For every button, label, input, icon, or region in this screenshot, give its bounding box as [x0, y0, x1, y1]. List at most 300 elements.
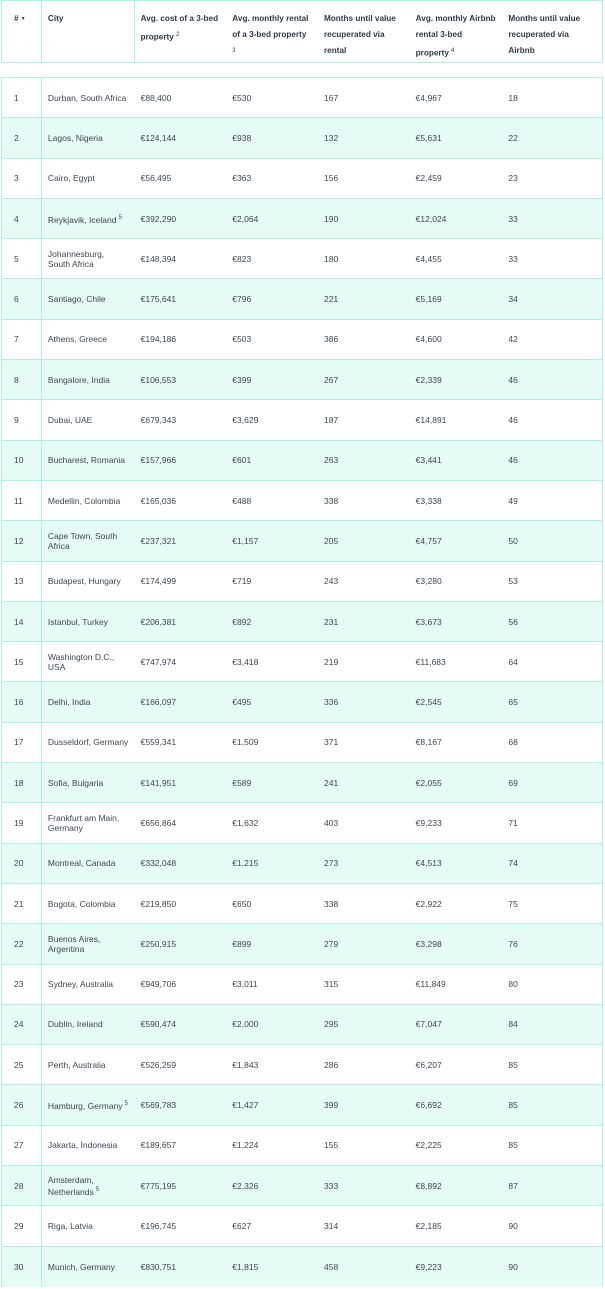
rental-cell-text — [232, 858, 258, 868]
city-cell-text — [48, 576, 121, 586]
months-rental-cell — [318, 965, 410, 1004]
city-cell-text — [48, 934, 129, 954]
months-airbnb-cell — [502, 803, 602, 842]
airbnb-cell-value: €4,600 — [415, 334, 442, 345]
sort-down-icon[interactable]: ▼ — [20, 16, 26, 22]
city-cell — [42, 562, 135, 601]
months-airbnb-cell — [502, 723, 602, 762]
city-cell-value: Munich, Germany — [47, 1261, 116, 1272]
cost-cell-value: €148,394 — [140, 253, 177, 264]
months-airbnb-cell-value: 85 — [508, 1100, 518, 1111]
airbnb-cell-value: €3,298 — [415, 938, 442, 949]
months-airbnb-cell-value: 74 — [508, 858, 518, 869]
months-rental-cell-text — [324, 697, 338, 707]
months-rental-cell — [318, 360, 410, 399]
months-rental-cell-text — [324, 617, 338, 627]
table-row — [2, 159, 602, 199]
months-rental-cell — [318, 118, 410, 157]
rental-cell-text — [232, 737, 258, 747]
airbnb-cell-text — [416, 858, 442, 868]
column-header-rank[interactable] — [2, 1, 42, 62]
cost-cell-text — [141, 1262, 176, 1272]
cost-cell-text — [141, 1221, 176, 1231]
rank-cell — [2, 279, 42, 318]
months-airbnb-cell — [502, 1085, 602, 1124]
months-airbnb-cell-value: 49 — [508, 495, 518, 506]
months-airbnb-cell — [502, 1166, 602, 1205]
rental-cell — [226, 924, 318, 963]
cost-cell — [135, 481, 227, 520]
rental-cell — [226, 1166, 318, 1205]
rental-cell — [226, 1045, 318, 1084]
city-cell — [42, 924, 135, 963]
table-row — [2, 239, 602, 279]
rental-cell — [226, 1126, 318, 1165]
cost-cell-text — [141, 1140, 176, 1150]
rental-cell — [226, 320, 318, 359]
city-cell-text — [48, 173, 95, 183]
months-rental-cell — [318, 1085, 410, 1124]
cost-cell — [135, 360, 227, 399]
months-rental-cell-text — [324, 1060, 338, 1070]
months-rental-cell — [318, 602, 410, 641]
airbnb-cell-text — [416, 1140, 442, 1150]
rental-cell-value: €650 — [232, 898, 252, 909]
rank-cell-text — [14, 375, 19, 385]
rank-cell-value: 10 — [14, 455, 24, 466]
cost-cell — [135, 1085, 227, 1124]
rank-cell-value: 30 — [14, 1261, 24, 1272]
column-header-airbnb-label: Avg. monthly Airbnb rental 3-bed property — [415, 14, 496, 58]
months-airbnb-cell-text — [508, 979, 517, 989]
months-airbnb-cell — [502, 1206, 602, 1245]
rental-cell-text — [232, 818, 258, 828]
months-airbnb-cell — [502, 965, 602, 1004]
months-airbnb-cell-value: 85 — [508, 1059, 518, 1070]
rental-cell — [226, 965, 318, 1004]
months-rental-cell-value: 132 — [323, 132, 339, 143]
table-row — [2, 1166, 602, 1206]
months-airbnb-cell-text — [508, 697, 517, 707]
months-airbnb-cell-value: 56 — [508, 616, 518, 627]
rank-cell-text — [14, 334, 19, 344]
months-airbnb-cell-value: 87 — [508, 1180, 518, 1191]
city-cell-value: Jakarta, Indonesia — [47, 1140, 118, 1151]
rental-cell-value: €1,632 — [232, 817, 259, 828]
months-rental-cell-value: 333 — [323, 1180, 339, 1191]
rank-cell — [2, 924, 42, 963]
months-rental-cell — [318, 1247, 410, 1287]
rank-cell-value: 21 — [14, 898, 24, 909]
airbnb-cell — [410, 360, 503, 399]
months-airbnb-cell-value: 68 — [508, 737, 518, 748]
cost-cell-text — [141, 818, 176, 828]
months-airbnb-cell — [502, 400, 602, 439]
airbnb-cell — [410, 1085, 503, 1124]
rank-cell-text — [14, 657, 23, 667]
rental-cell — [226, 521, 318, 560]
airbnb-cell-text — [416, 375, 442, 385]
months-airbnb-cell — [502, 844, 602, 883]
table-row — [2, 521, 602, 561]
rental-cell — [226, 78, 318, 117]
months-rental-cell-text — [324, 133, 338, 143]
cost-cell-text — [141, 455, 176, 465]
column-header-rank-label: # — [14, 14, 19, 23]
airbnb-cell-text — [416, 1100, 442, 1110]
city-cell-text — [48, 249, 129, 269]
rental-cell-text — [232, 1181, 258, 1191]
rank-cell — [2, 400, 42, 439]
city-cell — [42, 965, 135, 1004]
cost-cell — [135, 78, 227, 117]
cost-cell-text — [141, 536, 176, 546]
rank-cell — [2, 602, 42, 641]
airbnb-cell — [410, 1005, 503, 1044]
months-rental-cell-text — [324, 858, 338, 868]
months-airbnb-cell-text — [508, 415, 517, 425]
city-cell-text — [48, 334, 107, 344]
city-cell-text — [48, 93, 126, 103]
rank-cell — [2, 884, 42, 923]
airbnb-cell-value: €4,513 — [415, 858, 442, 869]
months-rental-cell-text — [324, 576, 338, 586]
cost-cell-value: €250,915 — [140, 938, 177, 949]
rental-cell-value: €892 — [232, 616, 252, 627]
months-airbnb-cell-value: 34 — [508, 294, 518, 305]
table-row — [2, 441, 602, 481]
months-rental-cell-value: 403 — [323, 817, 339, 828]
cost-cell-value: €949,706 — [140, 979, 177, 990]
rank-cell-text — [14, 858, 23, 868]
months-airbnb-cell-value: 33 — [508, 213, 518, 224]
table-row — [2, 1206, 602, 1246]
months-rental-cell-value: 155 — [323, 1140, 339, 1151]
rank-cell-text — [14, 133, 19, 143]
months-airbnb-cell-value: 22 — [508, 132, 518, 143]
cost-cell-text — [141, 334, 176, 344]
rank-cell — [2, 803, 42, 842]
rank-cell-text — [14, 254, 19, 264]
airbnb-cell — [410, 844, 503, 883]
months-airbnb-cell-text — [508, 536, 517, 546]
airbnb-cell-text — [416, 1181, 442, 1191]
airbnb-cell-text — [416, 93, 442, 103]
cost-cell — [135, 441, 227, 480]
rental-cell-text — [232, 93, 251, 103]
cost-cell-value: €196,745 — [140, 1220, 177, 1231]
airbnb-cell-text — [416, 576, 442, 586]
months-airbnb-cell-value: 76 — [508, 938, 518, 949]
rank-cell — [2, 1166, 42, 1205]
cost-cell — [135, 1206, 227, 1245]
months-airbnb-cell-value: 84 — [508, 1019, 518, 1030]
rental-cell — [226, 239, 318, 278]
column-header-airbnb — [410, 1, 503, 62]
city-cell-value: Medellin, Colombia — [47, 495, 121, 506]
cost-cell-value: €590,474 — [140, 1019, 177, 1030]
months-rental-cell-text — [324, 979, 338, 989]
city-cell-value: Johannesburg, South Africa — [47, 248, 105, 269]
months-airbnb-cell — [502, 118, 602, 157]
airbnb-cell-value: €4,967 — [415, 92, 442, 103]
months-airbnb-cell-text — [508, 576, 517, 586]
airbnb-cell-text — [416, 617, 442, 627]
airbnb-cell — [410, 400, 503, 439]
airbnb-cell — [410, 441, 503, 480]
airbnb-cell-value: €8,167 — [415, 737, 442, 748]
airbnb-cell-value: €2,185 — [415, 1220, 442, 1231]
column-header-rental-label: Avg. monthly rental of a 3-bed property — [232, 14, 309, 39]
cost-cell-value: €124,144 — [140, 132, 177, 143]
cost-cell — [135, 118, 227, 157]
cost-cell-text — [141, 254, 176, 264]
rank-cell-text — [14, 979, 23, 989]
rank-cell-text — [14, 1181, 23, 1191]
airbnb-cell-value: €6,692 — [415, 1100, 442, 1111]
months-airbnb-cell-value: 65 — [508, 697, 518, 708]
months-rental-cell-text — [324, 1100, 338, 1110]
city-cell-value: Lagos, Nigeria — [47, 132, 103, 143]
cost-cell — [135, 562, 227, 601]
city-cell-text — [48, 778, 103, 788]
months-rental-cell-text — [324, 939, 338, 949]
rank-cell-text — [14, 899, 23, 909]
airbnb-cell — [410, 682, 503, 721]
cost-cell — [135, 239, 227, 278]
city-cell-text — [48, 697, 91, 707]
rank-cell-value: 25 — [14, 1059, 24, 1070]
cost-cell-value: €194,186 — [140, 334, 177, 345]
months-airbnb-cell-text — [508, 334, 517, 344]
rank-cell — [2, 844, 42, 883]
city-cell-text — [48, 1175, 129, 1197]
cost-cell-value: €206,381 — [140, 616, 177, 627]
city-cell — [42, 159, 135, 198]
rank-cell-value: 6 — [14, 294, 19, 305]
city-cell-text — [48, 213, 122, 225]
airbnb-cell-text — [416, 1221, 442, 1231]
rental-cell — [226, 441, 318, 480]
airbnb-cell-text — [416, 899, 442, 909]
rank-cell — [2, 360, 42, 399]
rental-cell-value: €1,157 — [232, 535, 259, 546]
cost-cell-text — [141, 1100, 176, 1110]
airbnb-cell — [410, 1247, 503, 1287]
airbnb-cell-text — [416, 737, 442, 747]
months-airbnb-cell — [502, 78, 602, 117]
rank-cell-value: 20 — [14, 858, 24, 869]
city-cell — [42, 521, 135, 560]
airbnb-cell-value: €3,338 — [415, 495, 442, 506]
airbnb-cell-value: €9,233 — [415, 817, 442, 828]
airbnb-cell-value: €5,631 — [415, 132, 442, 143]
months-rental-cell-text — [324, 334, 338, 344]
cost-cell-value: €88,400 — [140, 92, 172, 103]
months-airbnb-cell-text — [508, 93, 517, 103]
months-airbnb-cell — [502, 1247, 602, 1287]
cost-cell — [135, 1126, 227, 1165]
months-rental-cell-text — [324, 899, 338, 909]
months-rental-cell-value: 314 — [323, 1220, 339, 1231]
city-cell — [42, 481, 135, 520]
city-cell — [42, 1126, 135, 1165]
airbnb-cell-text — [416, 979, 446, 989]
city-cell — [42, 803, 135, 842]
city-cell — [42, 118, 135, 157]
city-cell — [42, 1206, 135, 1245]
rental-cell-text — [232, 1262, 258, 1272]
months-airbnb-cell — [502, 441, 602, 480]
rental-cell — [226, 723, 318, 762]
city-cell-text — [48, 455, 125, 465]
months-airbnb-cell-text — [508, 858, 517, 868]
months-rental-cell — [318, 924, 410, 963]
city-cell — [42, 763, 135, 802]
rental-cell — [226, 1005, 318, 1044]
rank-cell-text — [14, 617, 23, 627]
airbnb-cell-text — [416, 697, 442, 707]
city-cell-text — [48, 496, 120, 506]
months-airbnb-cell — [502, 320, 602, 359]
months-airbnb-cell — [502, 521, 602, 560]
months-rental-cell-text — [324, 778, 338, 788]
months-rental-cell — [318, 78, 410, 117]
months-rental-cell-text — [324, 93, 338, 103]
rank-cell-value: 9 — [14, 415, 19, 426]
rental-cell-value: €938 — [232, 132, 252, 143]
city-cell-value: Bucharest, Romania — [47, 455, 125, 466]
airbnb-cell — [410, 1045, 503, 1084]
rental-cell — [226, 602, 318, 641]
rank-cell-text — [14, 818, 23, 828]
column-header-months-airbnb — [502, 1, 602, 62]
airbnb-cell — [410, 1166, 503, 1205]
cost-cell-value: €569,783 — [140, 1100, 177, 1111]
city-cell-text — [48, 133, 103, 143]
city-cell-text — [48, 1060, 106, 1070]
months-rental-cell — [318, 723, 410, 762]
months-airbnb-cell-value: 50 — [508, 535, 518, 546]
rental-cell-value: €601 — [232, 455, 252, 466]
rental-cell — [226, 1085, 318, 1124]
airbnb-cell — [410, 803, 503, 842]
months-rental-cell-text — [324, 1140, 338, 1150]
months-airbnb-cell-value: 71 — [508, 817, 518, 828]
airbnb-cell-value: €6,207 — [415, 1059, 442, 1070]
city-cell-text — [48, 813, 129, 833]
city-cell — [42, 400, 135, 439]
city-cell-value: Dublin, Ireland — [47, 1019, 103, 1030]
city-cell-value: Athens, Greece — [47, 334, 107, 345]
cost-cell-text — [141, 375, 176, 385]
months-airbnb-cell-value: 18 — [508, 92, 518, 103]
months-rental-cell-value: 386 — [323, 334, 339, 345]
airbnb-cell-value: €2,459 — [415, 173, 442, 184]
table-row — [2, 1126, 602, 1166]
months-airbnb-cell-text — [508, 737, 517, 747]
cost-cell-value: €189,657 — [140, 1140, 177, 1151]
months-rental-cell-text — [324, 173, 338, 183]
months-rental-cell-value: 231 — [323, 616, 339, 627]
months-rental-cell-value: 458 — [323, 1261, 339, 1272]
city-cell — [42, 884, 135, 923]
rental-cell-text — [232, 979, 257, 989]
months-rental-cell-value: 286 — [323, 1059, 339, 1070]
rank-cell-value: 27 — [14, 1140, 24, 1151]
rank-cell-value: 24 — [14, 1019, 24, 1030]
rank-cell-text — [14, 778, 23, 788]
cost-cell-value: €56,495 — [140, 173, 172, 184]
table-row — [2, 1247, 602, 1287]
airbnb-cell — [410, 481, 503, 520]
city-cell — [42, 682, 135, 721]
city-cell-text — [48, 1262, 115, 1272]
cost-cell-value: €141,951 — [140, 777, 177, 788]
table-row — [2, 844, 602, 884]
rental-cell-text — [232, 214, 258, 224]
rental-cell-text — [232, 778, 251, 788]
cost-cell — [135, 602, 227, 641]
city-cell-value: Reykjavik, Iceland — [47, 214, 117, 225]
airbnb-cell-value: €2,339 — [415, 374, 442, 385]
airbnb-cell-value: €8,892 — [415, 1180, 442, 1191]
months-airbnb-cell-value: 64 — [508, 656, 518, 667]
airbnb-cell — [410, 239, 503, 278]
cost-cell — [135, 924, 227, 963]
table-row — [2, 884, 602, 924]
rank-cell-value: 26 — [14, 1100, 24, 1111]
rental-cell-text — [232, 1019, 258, 1029]
city-cell — [42, 602, 135, 641]
city-cell-text — [48, 531, 129, 551]
months-airbnb-cell-text — [508, 657, 517, 667]
airbnb-cell — [410, 279, 503, 318]
months-rental-cell-value: 338 — [323, 898, 339, 909]
city-cell-text — [48, 1099, 128, 1111]
rental-cell-text — [232, 254, 251, 264]
city-cell-text — [48, 1221, 93, 1231]
cost-cell — [135, 682, 227, 721]
rank-cell-value: 17 — [14, 737, 24, 748]
rank-cell-text — [14, 1060, 23, 1070]
airbnb-cell-text — [416, 455, 442, 465]
column-header-rental — [226, 1, 318, 62]
cost-cell-text — [141, 858, 176, 868]
cost-cell-text — [141, 294, 176, 304]
months-rental-cell — [318, 803, 410, 842]
rental-cell-value: €589 — [232, 777, 252, 788]
rank-cell — [2, 1247, 42, 1287]
months-airbnb-cell-text — [508, 375, 517, 385]
rank-cell — [2, 1045, 42, 1084]
rental-cell — [226, 400, 318, 439]
airbnb-cell-text — [416, 254, 442, 264]
rental-cell-text — [232, 939, 251, 949]
rank-cell-text — [14, 1100, 23, 1110]
rental-cell-text — [232, 1060, 258, 1070]
rank-cell — [2, 965, 42, 1004]
months-rental-cell-text — [324, 1019, 338, 1029]
months-airbnb-cell — [502, 682, 602, 721]
cost-cell — [135, 965, 227, 1004]
airbnb-cell-text — [416, 939, 442, 949]
months-airbnb-cell-value: 23 — [508, 173, 518, 184]
months-rental-cell — [318, 159, 410, 198]
airbnb-cell-text — [416, 133, 442, 143]
rental-cell-text — [232, 173, 251, 183]
rental-cell — [226, 279, 318, 318]
